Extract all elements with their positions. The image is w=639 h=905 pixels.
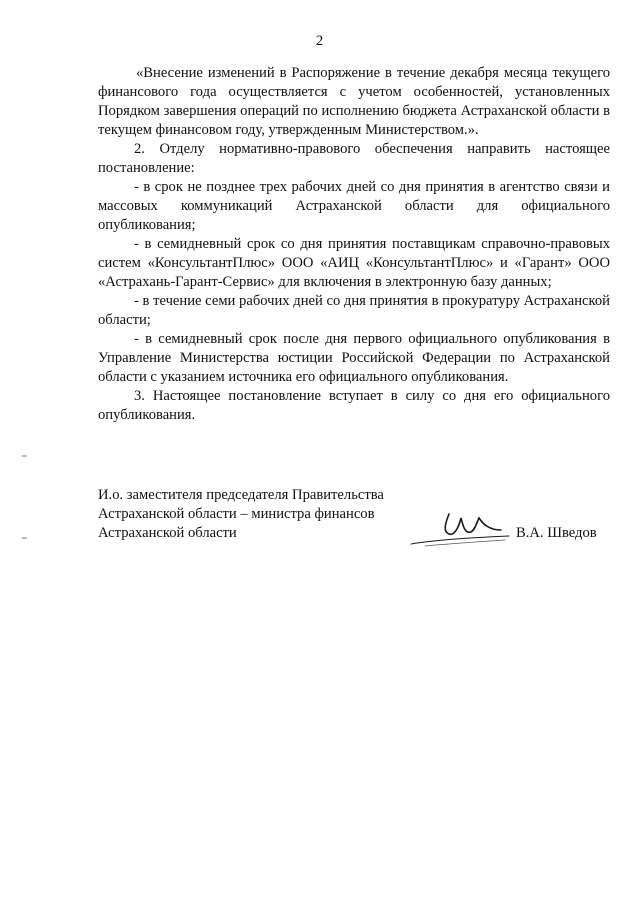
signer-name: В.А. Шведов [516,525,597,541]
signatory-title-line-1: И.о. заместителя председателя Правительства [98,487,384,503]
document-body [98,64,610,425]
clause-3-paragraph: 3. Настоящее постановление вступает в силу со дня его официального опубликования. [98,388,610,423]
signatory-title-line-3: Астраханской области [98,525,237,541]
clause-2-item-4: - в семидневный срок после дня первого официального опубликования в Управление Министерства юстиции Российской Федерации по Астраханской области с указанием источника его официального опубликования. [98,331,610,385]
clause-2-item-1: - в срок не позднее трех рабочих дней со дня принятия в агентство связи и массовых коммуникаций Астраханской области для официального опубликования; [98,179,610,233]
scan-speck [22,537,27,539]
signatory-title-line-2: Астраханской области – министра финансов [98,506,375,522]
clause-2-paragraph: 2. Отделу нормативно-правового обеспечения направить настоящее постановление: [98,141,610,176]
handwritten-signature [405,500,515,550]
clause-2-item-2: - в семидневный срок со дня принятия поставщикам справочно-правовых систем «КонсультантПлюс» ООО «АИЦ «КонсультантПлюс» и «Гарант» ООО «Астрахань-Гарант-Сервис» для включения в электронную базу данных; [98,236,610,290]
scan-speck [22,455,27,457]
clause-2-item-3: - в течение семи рабочих дней со дня принятия в прокуратуру Астраханской области; [98,293,610,328]
signatory-title [98,486,398,543]
amendment-quote-paragraph: «Внесение изменений в Распоряжение в течение декабря месяца текущего финансового года осуществляется с учетом особенностей, установленных Порядком завершения операций по исполнению бюджета Астраханской области в текущем финансовом году, утвержденным Министерством.». [98,65,610,138]
page-number: 2 [315,33,324,49]
